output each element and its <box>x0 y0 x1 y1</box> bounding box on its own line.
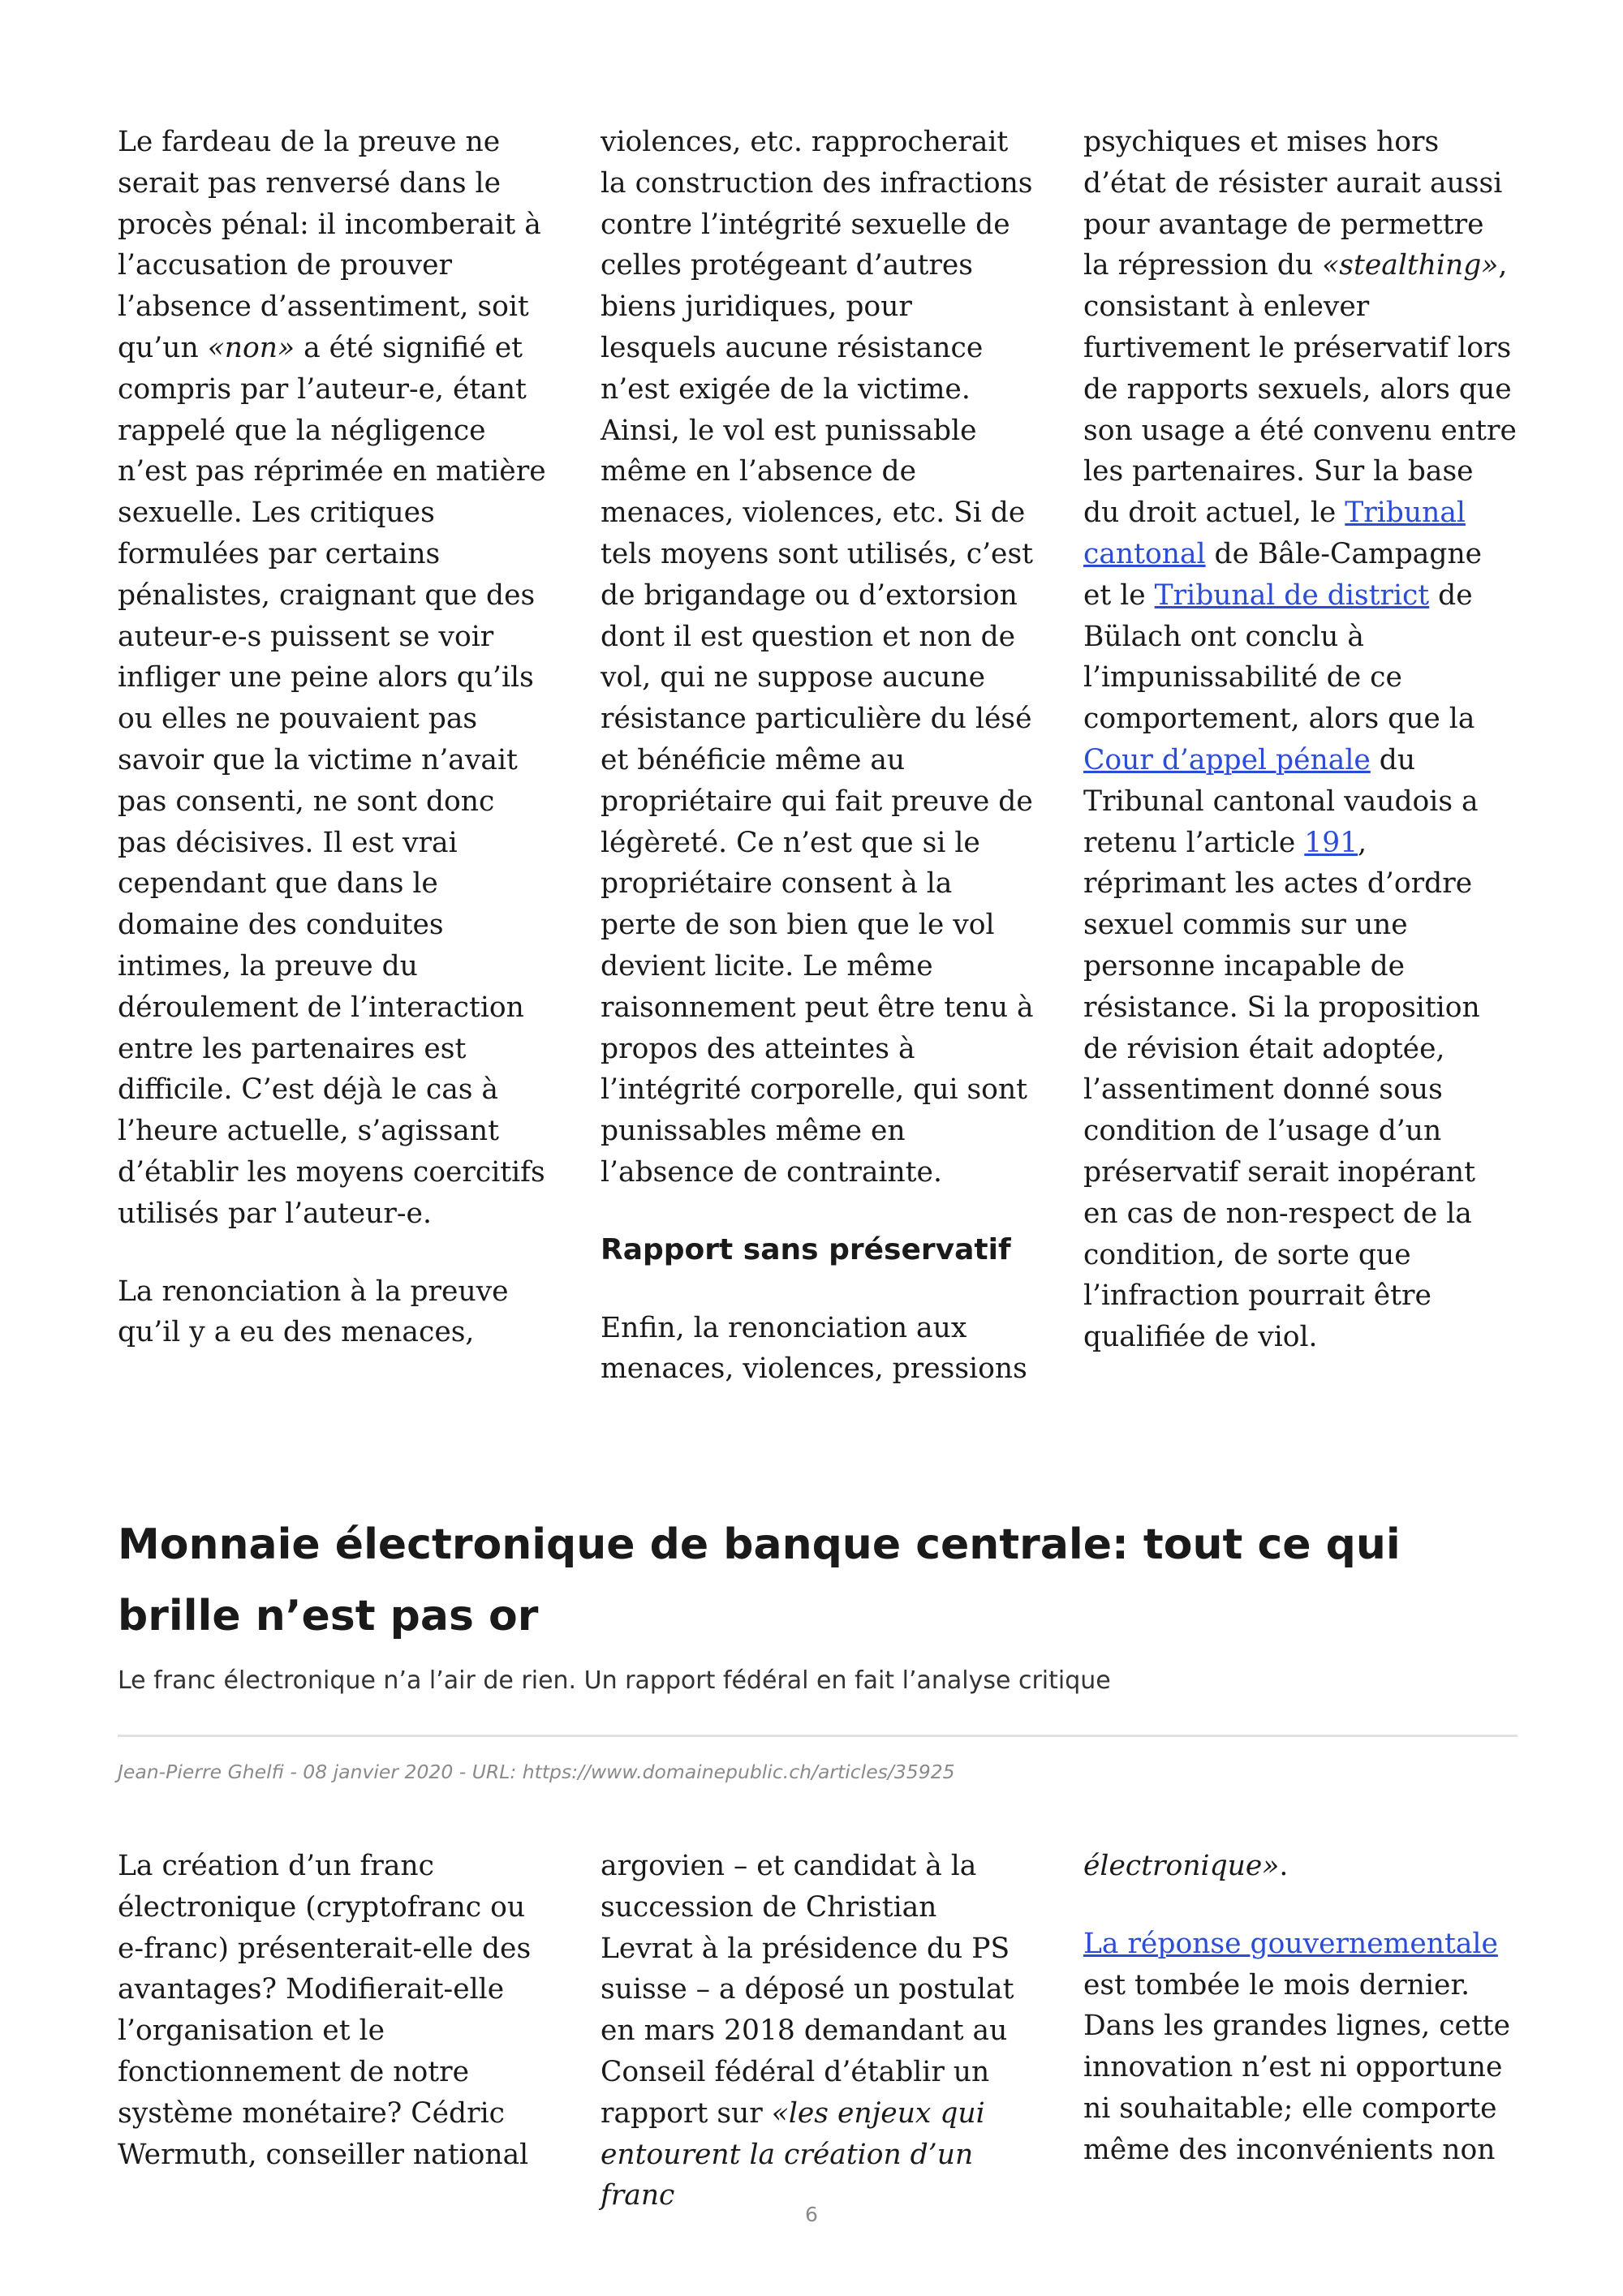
section-heading: Rapport sans préservatif <box>601 1232 1011 1266</box>
paragraph: La renonciation à la preuve qu’il y a eu des menaces, <box>118 1275 509 1349</box>
article1-column-2 <box>601 122 1035 1386</box>
article2-column-3 <box>1083 1846 1518 2186</box>
page-number: 6 <box>805 2203 818 2226</box>
link-reponse-gouvernementale[interactable]: La réponse gouvernementale <box>1083 1927 1498 1960</box>
article1-column-3 <box>1083 122 1518 1354</box>
paragraph: psychiques et mises hors d’état de résister aurait aussi pour avantage de permettre la répression du «stealthing», consistant à enlever furtivement le préservatif lors de rapports sexuels, alors que son usage a été convenu entre les partenaires. Sur la base du droit actuel, le Tribunal cantonal de Bâle-Campagne et le Tribunal de district de Bülach ont conclu à l’impunissabilité de ce comportement, alors que la Cour d’appel pénale du Tribunal cantonal vaudois a retenu l’article 191, réprimant les actes d’ordre sexuel commis sur une personne incapable de résistance. Si la proposition de révision était adoptée, l’assentiment donné sous condition de l’usage d’un préservatif serait inopérant en cas de non-respect de la condition, de sorte que l’infraction pourrait être qualifiée de viol. <box>1083 126 1517 1354</box>
article-byline: Jean-Pierre Ghelfi - 08 janvier 2020 - URL: https://www.domainepublic.ch/articles/35925 <box>118 1761 955 1783</box>
article-subtitle: Le franc électronique n’a l’air de rien. Un rapport fédéral en fait l’analyse critique <box>118 1666 1111 1695</box>
paragraph: Le fardeau de la preuve ne serait pas renversé dans le procès pénal: il incomberait à l’accusation de prouver l’absence d’assentiment, soit qu’un «non» a été signifié et compris par l’auteur-e, étant rappelé que la négligence n’est pas réprimée en matière sexuelle. Les critiques formulées par certains pénalistes, craignant que des auteur-e-s puissent se voir infliger une peine alors qu’ils ou elles ne pouvaient pas savoir que la victime n’avait pas consenti, ne sont donc pas décisives. Il est vrai cependant que dans le domaine des conduites intimes, la preuve du déroulement de l’interaction entre les partenaires est difficile. C’est déjà le cas à l’heure actuelle, s’agissant d’établir les moyens coercitifs utilisés par l’auteur-e. <box>118 126 546 1230</box>
link-article-191[interactable]: 191 <box>1304 826 1358 859</box>
article1-column-1 <box>118 122 552 1349</box>
paragraph: La création d’un franc électronique (cryptofranc ou e-franc) présenterait-elle des avantages? Modifierait-elle l’organisation et le fonctionnement de notre système monétaire? Cédric Wermuth, conseiller national <box>118 1850 532 2171</box>
link-tribunal-cantonal[interactable]: Tribunal cantonal <box>1083 497 1466 570</box>
article2-columns <box>118 1846 1518 2212</box>
emphasis: «stealthing» <box>1322 249 1499 282</box>
article2-column-1 <box>118 1846 552 2186</box>
paragraph: électronique». <box>1083 1850 1289 1882</box>
paragraph: Enfin, la renonciation aux menaces, violences, pressions <box>601 1311 1027 1386</box>
paragraph: La réponse gouvernementale est tombée le mois dernier. Dans les grandes lignes, cette innovation n’est ni opportune ni souhaitable; elle comporte même des inconvénients non <box>1083 1927 1511 2166</box>
emphasis: «non» <box>207 331 295 364</box>
emphasis: électronique» <box>1083 1850 1280 1882</box>
link-tribunal-de-district[interactable]: Tribunal de district <box>1154 578 1430 612</box>
emphasis: «les enjeux qui entourent la création d’un franc <box>601 2096 985 2212</box>
divider <box>118 1735 1518 1737</box>
article1-columns <box>118 122 1518 1386</box>
paragraph: violences, etc. rapprocherait la construction des infractions contre l’intégrité sexuelle de celles protégeant d’autres biens juridiques, pour lesquels aucune résistance n’est exigée de la victime. Ainsi, le vol est punissable même en l’absence de menaces, violences, etc. Si de tels moyens sont utilisés, c’est de brigandage ou d’extorsion dont il est question et non de vol, qui ne suppose aucune résistance particulière du lésé et bénéficie même au propriétaire qui fait preuve de légèreté. Ce n’est que si le propriétaire consent à la perte de son bien que le vol devient licite. Le même raisonnement peut être tenu à propos des atteintes à l’intégrité corporelle, qui sont punissables même en l’absence de contrainte. <box>601 126 1034 1189</box>
article2-column-2 <box>601 1846 1035 2212</box>
paragraph: argovien – et candidat à la succession de Christian Levrat à la présidence du PS suisse – a déposé un postulat en mars 2018 demandant au Conseil fédéral d’établir un rapport sur «les enjeux qui entourent la création d’un franc <box>601 1850 1014 2212</box>
article-title: Monnaie électronique de banque centrale: tout ce qui brille n’est pas or <box>118 1520 1401 1640</box>
link-cour-appel-penale[interactable]: Cour d’appel pénale <box>1083 743 1371 776</box>
